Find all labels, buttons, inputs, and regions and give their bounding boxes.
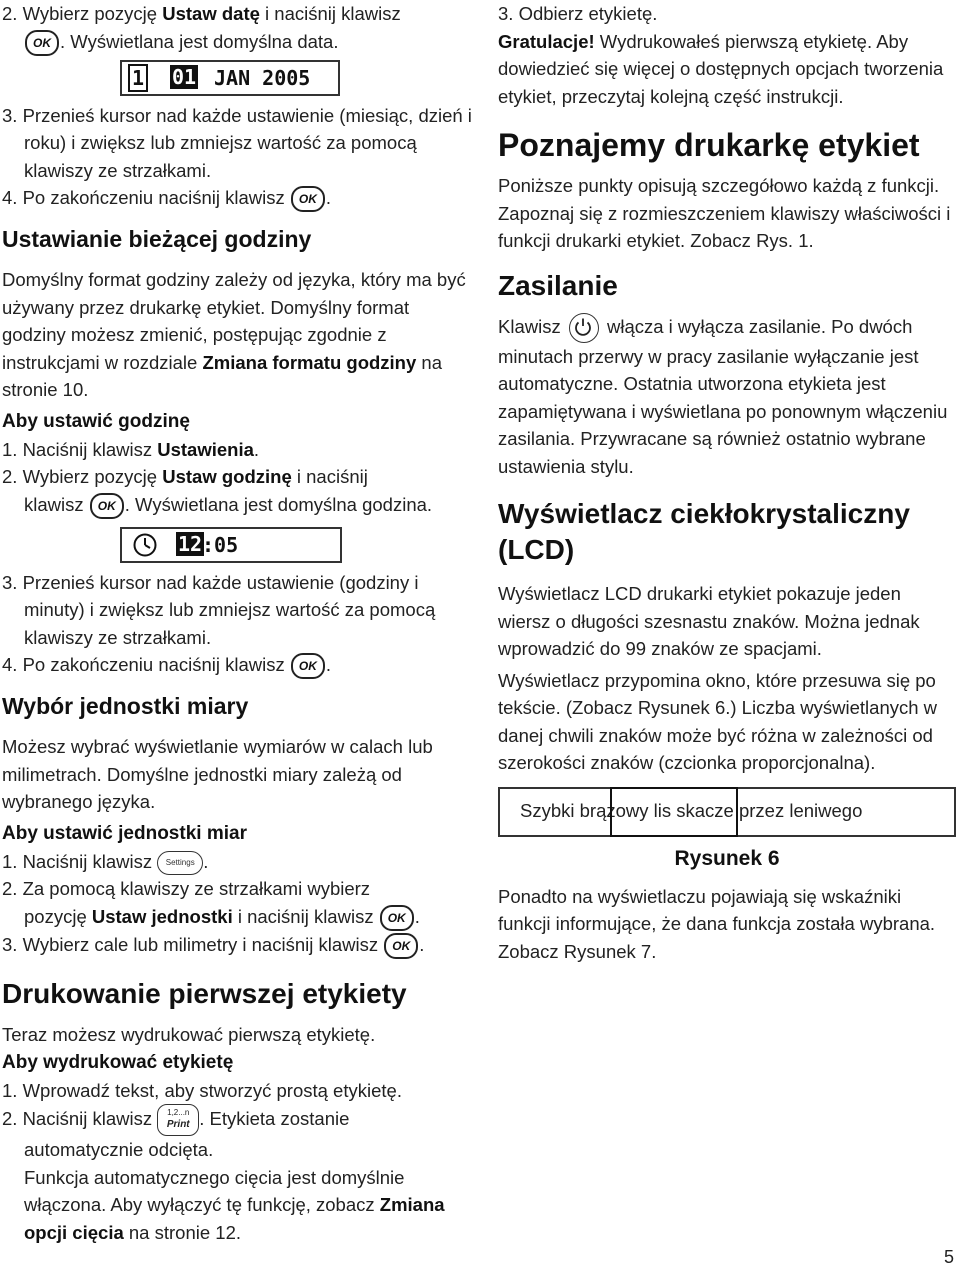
ok-key-icon: OK (25, 30, 59, 56)
ok-key-icon: OK (380, 905, 414, 931)
time-subheading: Aby ustawić godzinę (2, 410, 190, 432)
lcd-time-hour: 12 (178, 531, 203, 556)
lcd-paragraph-2: Wyświetlacz przypomina okno, które przesuwa się po tekście. (Zobacz Rysunek 6.) Liczba wyświetlanych w danej chwili znaków może być różna w zależności od szerokości znaków (czcionka proporcjonalna). (498, 669, 938, 774)
print-subheading: Aby wydrukować etykietę (2, 1051, 234, 1073)
date-step2: 2. Wybierz pozycję Ustaw datę i naciśnij klawisz (2, 3, 401, 24)
lcd-heading: Wyświetlacz ciekłokrystaliczny (LCD) (498, 498, 910, 566)
unit-paragraph: Możesz wybrać wyświetlanie wymiarów w calach lub milimetrach. Domyślne jednostki miary zależą od wybranego języka. (2, 736, 433, 813)
printer-paragraph: Poniższe punkty opisują szczegółowo każdą z funkcji. Zapoznaj się z rozmieszczeniem klawiszy właściwości i funkcji drukarki etykiet. Zobacz Rys. 1. (498, 175, 951, 251)
power-key-icon (569, 313, 599, 343)
time-step2-cont: klawisz OK . Wyświetlana jest domyślna godzina. (2, 491, 472, 519)
figure-6-window (610, 787, 738, 837)
printer-heading: Poznajemy drukarkę etykiet (498, 127, 920, 163)
page-number: 5 (943, 1247, 954, 1267)
lcd-time-display (120, 527, 342, 563)
date-step4: 4. Po zakończeniu naciśnij klawisz OK . (2, 184, 472, 212)
lcd-paragraph-1: Wyświetlacz LCD drukarki etykiet pokazuje jeden wiersz o długości szesnastu znaków. Można jednak wprowadzić do 99 znaków ze spacjami. (498, 583, 920, 660)
power-heading: Zasilanie (498, 269, 618, 301)
clock-icon (132, 532, 158, 558)
lcd-date-day: 01 (172, 64, 197, 89)
figure-6-text: Szybki brązowy lis skacze przez leniwego (520, 799, 863, 821)
ok-key-icon: OK (384, 933, 418, 959)
congrats-paragraph: Gratulacje! Wydrukowałeś pierwszą etykietę. Aby dowiedzieć się więcej o dostępnych opcjach tworzenia etykiet, przeczytaj kolejną część instrukcji. (498, 30, 944, 107)
right-step3: 3. Odbierz etykietę. (498, 3, 658, 24)
unit-step2: 2. Za pomocą klawiszy ze strzałkami wybierz (2, 878, 371, 900)
unit-step3: 3. Wybierz cale lub milimetry i naciśnij klawisz OK . (2, 931, 472, 959)
figure-6-caption: Rysunek 6 (674, 846, 780, 870)
unit-subheading: Aby ustawić jednostki miar (2, 822, 247, 844)
indicators-paragraph: Ponadto na wyświetlaczu pojawiają się wskaźniki funkcji informujące, że dana funkcja została wybrana. Zobacz Rysunek 7. (498, 885, 936, 962)
print-note: Funkcja automatycznego cięcia jest domyślnie włączona. Aby wyłączyć tę funkcję, zobacz Zmiana opcji cięcia na stronie 12. (24, 1166, 445, 1243)
time-step1: 1. Naciśnij klawisz Ustawienia. (2, 438, 260, 460)
lcd-time-minutes: :05 (202, 532, 239, 557)
time-step4: 4. Po zakończeniu naciśnij klawisz OK . (2, 651, 472, 679)
print-step1: 1. Wprowadź tekst, aby stworzyć prostą etykietę. (2, 1079, 402, 1101)
lcd-date-month-year: JAN 2005 (214, 65, 311, 90)
power-paragraph: Klawisz włącza i wyłącza zasilanie. Po dwóch minutach przerwy w pracy zasilanie wyłączanie jest automatyczne. Ostatnia utworzona etykieta jest zapamiętywana i wyświetlana po ponownym włączeniu zasilania. Przywracane są również ostatnio wybrane ustawienia stylu. (498, 313, 956, 481)
ok-key-icon: OK (90, 493, 124, 519)
date-step2-cont: OK . Wyświetlana jest domyślna data. (2, 28, 472, 56)
ok-key-icon: OK (291, 186, 325, 212)
date-step3: 3. Przenieś kursor nad każde ustawienie (miesiąc, dzień i roku) i zwiększ lub zmniejsz wartość za pomocą klawiszy ze strzałkami. (2, 104, 472, 181)
unit-step2-cont: pozycję Ustaw jednostki i naciśnij klawisz OK . (2, 903, 472, 931)
settings-key-icon: Settings (157, 851, 203, 875)
time-step3: 3. Przenieś kursor nad każde ustawienie (godziny i minuty) i zwiększ lub zmniejsz wartość za pomocą klawiszy ze strzałkami. (2, 571, 436, 648)
unit-step1: 1. Naciśnij klawisz Settings . (2, 848, 472, 876)
figure-6-display (498, 787, 956, 837)
print-key-icon: 1,2...n Print (157, 1104, 199, 1136)
print-step2-cont: automatycznie odcięta. (24, 1139, 214, 1161)
print-step2: 2. Naciśnij klawisz 1,2...n Print . Etykieta zostanie (2, 1104, 472, 1136)
time-heading: Ustawianie bieżącej godziny (2, 226, 312, 253)
print-paragraph: Teraz możesz wydrukować pierwszą etykietę. (2, 1024, 376, 1046)
lcd-date-digit: 1 (128, 64, 148, 92)
time-paragraph: Domyślny format godziny zależy od języka, który ma być używany przez drukarkę etykiet. Domyślny format godziny możesz zmienić, postępując zgodnie z instrukcjami w rozdziale Zmiana formatu godziny na stronie 10. (2, 269, 466, 401)
lcd-date-display (120, 60, 340, 96)
right-column (498, 0, 956, 965)
time-step2: 2. Wybierz pozycję Ustaw godzinę i naciśnij (2, 466, 368, 488)
unit-heading: Wybór jednostki miary (2, 693, 249, 720)
print-heading: Drukowanie pierwszej etykiety (2, 978, 407, 1010)
left-column (2, 0, 472, 1246)
ok-key-icon: OK (291, 653, 325, 679)
